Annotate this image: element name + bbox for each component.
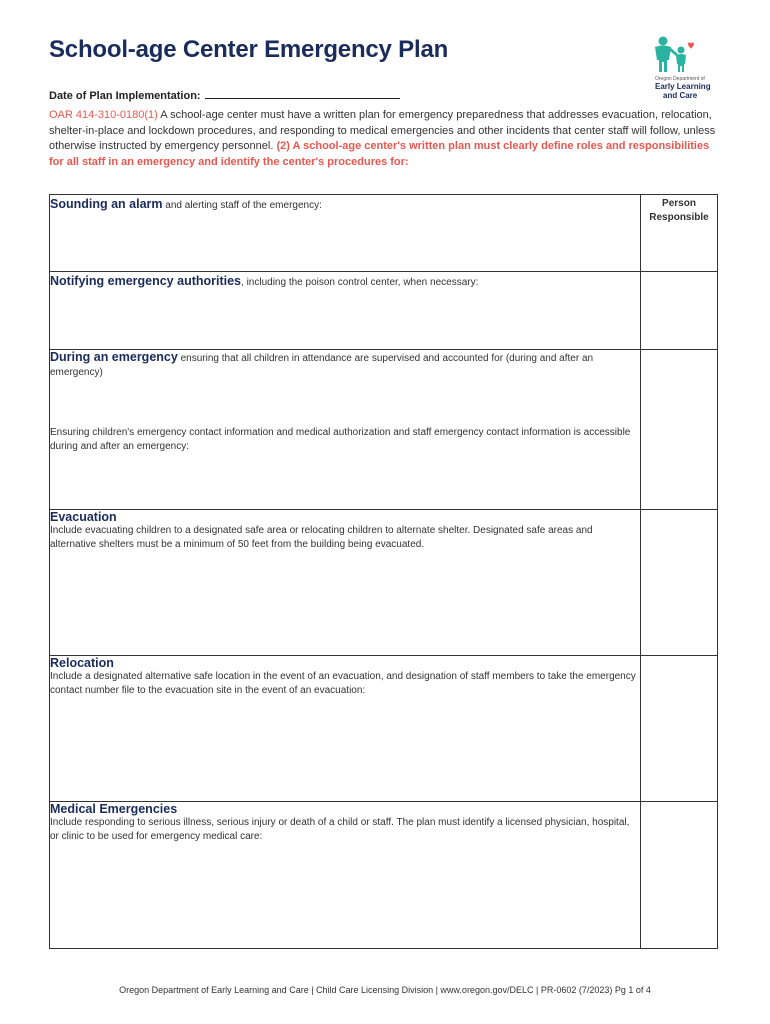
section-cell-relocation[interactable]	[50, 656, 641, 802]
section-desc: Include a designated alternative safe location in the event of an evacuation, and designation of staff members to take the emergency contact number file to the evacuation site in the event of an evacuation:	[50, 671, 636, 696]
table-row	[50, 656, 718, 802]
logo-agency-prefix: Oregon Department of	[655, 76, 705, 82]
emergency-plan-table	[49, 194, 718, 949]
section-title: During an emergency	[50, 350, 178, 364]
table-row	[50, 510, 718, 656]
person-cell[interactable]	[641, 350, 718, 510]
section-desc: and alerting staff of the emergency:	[162, 200, 322, 211]
date-of-plan-field	[49, 88, 400, 102]
section-title: Sounding an alarm	[50, 197, 163, 211]
intro-text: A school-age center must have a written plan for emergency preparedness that addresses evacuation, relocation, shelter-in-place and lockdown procedures, and responding to medical emergencies and other incidents that center staff will follow, unless otherwise instructed by emergency personnel.	[49, 109, 716, 152]
date-blank-line[interactable]	[205, 88, 400, 99]
section-cell-notify[interactable]	[50, 272, 641, 350]
section-desc: ensuring that all children in attendance are supervised and accounted for (during and after an emergency)	[50, 353, 594, 378]
delc-logo	[637, 36, 717, 106]
person-cell[interactable]	[641, 272, 718, 350]
table-row	[50, 195, 718, 272]
person-cell[interactable]	[641, 656, 718, 802]
logo-agency-name	[655, 82, 715, 100]
section-title: Notifying emergency authorities	[50, 274, 242, 288]
page-footer: Oregon Department of Early Learning and Care | Child Care Licensing Division | www.oregon.gov/DELC | PR-0602 (7/2023) Pg 1 of 4	[119, 985, 651, 995]
section-cell-alarm[interactable]	[50, 195, 641, 272]
section-subdesc: Ensuring children's emergency contact information and medical authorization and staff emergency contact information is accessible during and after an emergency:	[50, 427, 631, 452]
section-title: Relocation	[50, 656, 114, 670]
section-title: Medical Emergencies	[50, 802, 178, 816]
family-icon	[645, 36, 705, 74]
page-title: School-age Center Emergency Plan	[49, 36, 449, 63]
section-title: Evacuation	[50, 510, 117, 524]
logo-name-line2: and Care	[663, 91, 698, 100]
table-row	[50, 802, 718, 949]
logo-name-line1: Early Learning	[655, 82, 711, 91]
rule-reference: OAR 414-310-0180(1)	[49, 109, 158, 121]
person-cell[interactable]	[641, 802, 718, 949]
date-label: Date of Plan Implementation:	[49, 90, 201, 102]
person-header-label: Person Responsible	[649, 198, 709, 223]
table-row	[50, 272, 718, 350]
section-cell-medical[interactable]	[50, 802, 641, 949]
section-desc: , including the poison control center, when necessary:	[241, 277, 479, 288]
section-desc: Include evacuating children to a designated safe area or relocating children to alternate shelter. Designated safe areas and alternative shelters must be a minimum of 50 feet from the building being evacuated.	[50, 525, 593, 550]
section-cell-evacuation[interactable]	[50, 510, 641, 656]
table-row	[50, 350, 718, 510]
section-desc: Include responding to serious illness, serious injury or death of a child or staff. The plan must identify a licensed physician, hospital, or clinic to be used for emergency medical care:	[50, 817, 630, 842]
intro-emphasis: (2) A school-age center's written plan must clearly define roles and responsibilities for all staff in an emergency and identify the center's procedures for:	[49, 140, 710, 168]
person-cell[interactable]	[641, 510, 718, 656]
section-cell-during[interactable]	[50, 350, 641, 510]
intro-paragraph	[49, 108, 721, 170]
person-responsible-header[interactable]	[641, 195, 718, 272]
